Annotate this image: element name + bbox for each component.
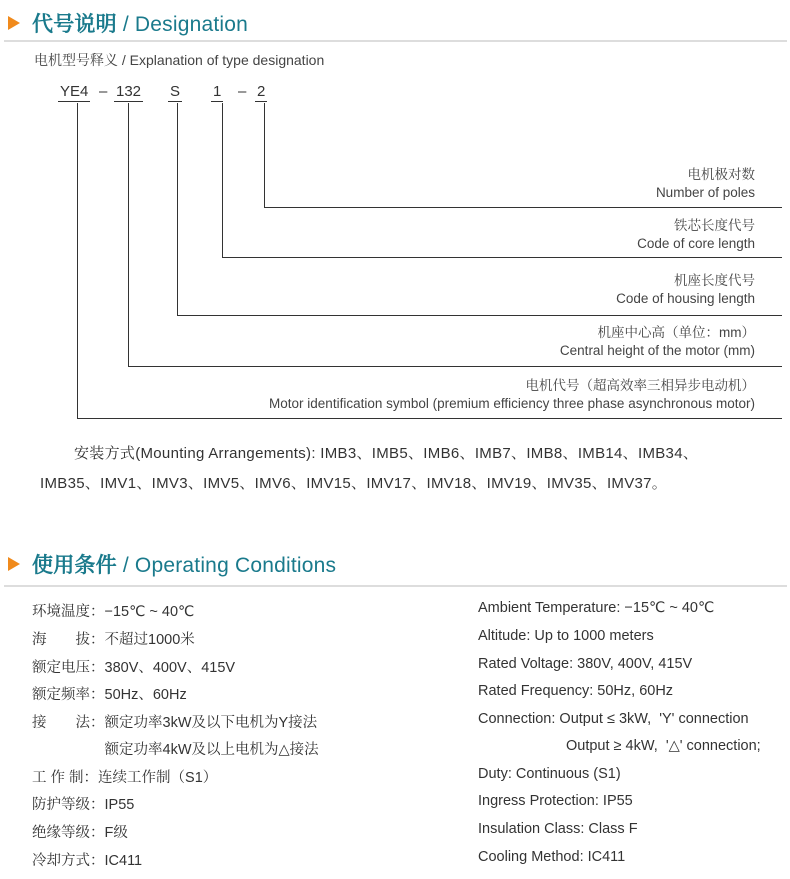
bracket-line-poles xyxy=(264,207,782,208)
condition-en-frequency: Rated Frequency: 50Hz, 60Hz xyxy=(478,683,674,699)
bracket-line-housing xyxy=(177,315,782,316)
label-poles: 电机极对数 Number of poles xyxy=(655,167,755,200)
condition-cn-protection: 防护等级：IP55 xyxy=(32,797,135,813)
bracket-line-height xyxy=(128,366,782,367)
label-motor-id: 电机代号（超高效率三相异步电动机） Motor identification symbol (premium efficiency three phase asynchronous motor) xyxy=(269,378,755,411)
condition-en-insulation: Insulation Class: Class F xyxy=(478,821,638,837)
bracket-line-core xyxy=(222,257,782,258)
section-divider xyxy=(4,40,787,42)
condition-en-cooling: Cooling Method: IC411 xyxy=(478,849,626,865)
code-dash: – xyxy=(238,83,247,100)
condition-en-duty: Duty: Continuous (S1) xyxy=(478,766,621,782)
code-center-height: 132 xyxy=(116,83,142,100)
condition-cn-frequency: 额定频率：50Hz、60Hz xyxy=(32,687,187,703)
section-title-text: 使用条件 / Operating Conditions xyxy=(32,554,337,577)
code-poles: 2 xyxy=(257,83,266,100)
condition-en-voltage: Rated Voltage: 380V, 400V, 415V xyxy=(478,656,693,672)
bracket-line-core xyxy=(222,103,223,258)
section-title-operating xyxy=(8,549,336,579)
condition-en-connection: Connection: Output ≤ 3kW, 'Y' connection xyxy=(478,711,749,727)
condition-cn-voltage: 额定电压：380V、400V、415V xyxy=(32,660,236,676)
condition-cn-temperature: 环境温度：−15℃ ~ 40℃ xyxy=(32,604,195,620)
condition-en-temperature: Ambient Temperature: −15℃ ~ 40℃ xyxy=(478,600,715,616)
bracket-line-height xyxy=(128,103,129,367)
bracket-line-poles xyxy=(264,103,265,208)
condition-en-altitude: Altitude: Up to 1000 meters xyxy=(478,628,654,644)
label-housing-length: 机座长度代号 Code of housing length xyxy=(616,273,755,306)
section-title-designation xyxy=(8,8,248,38)
bracket-line-series xyxy=(77,418,782,419)
condition-cn-altitude: 海 拔：不超过1000米 xyxy=(32,632,195,648)
label-core-length: 铁芯长度代号 Code of core length xyxy=(637,218,755,251)
orange-triangle-bullet-icon xyxy=(8,16,20,30)
section-title-text: 代号说明 / Designation xyxy=(32,13,249,36)
code-core-length: 1 xyxy=(213,83,222,100)
label-center-height: 机座中心高（单位：mm） Central height of the motor (mm) xyxy=(559,325,755,358)
section-divider xyxy=(4,585,787,587)
bracket-line-series xyxy=(77,103,78,419)
orange-triangle-bullet-icon xyxy=(8,557,20,571)
designation-subtitle: 电机型号释义 / Explanation of type designation xyxy=(34,52,325,68)
condition-cn-connection: 接 法：额定功率3kW及以下电机为Y接法 xyxy=(32,715,318,731)
mounting-arrangements-line2: IMB35、IMV1、IMV3、IMV5、IMV6、IMV15、IMV17、IMV18、IMV19、IMV35、IMV37。 xyxy=(40,475,668,492)
condition-cn-connection-2: 额定功率4kW及以上电机为△接法 xyxy=(32,742,319,758)
code-series: YE4 xyxy=(60,83,89,100)
condition-cn-cooling: 冷却方式：IC411 xyxy=(32,853,143,869)
code-housing-length: S xyxy=(170,83,181,100)
condition-cn-duty: 工 作 制：连续工作制（S1） xyxy=(32,770,218,786)
code-dash: – xyxy=(99,83,108,100)
bracket-line-housing xyxy=(177,103,178,316)
condition-en-connection-2: Output ≥ 4kW, '△' connection; xyxy=(566,738,761,754)
condition-en-protection: Ingress Protection: IP55 xyxy=(478,793,633,809)
condition-cn-insulation: 绝缘等级：F级 xyxy=(32,825,128,841)
mounting-arrangements-line1: 安装方式(Mounting Arrangements): IMB3、IMB5、IMB6、IMB7、IMB8、IMB14、IMB34、 xyxy=(74,445,699,462)
